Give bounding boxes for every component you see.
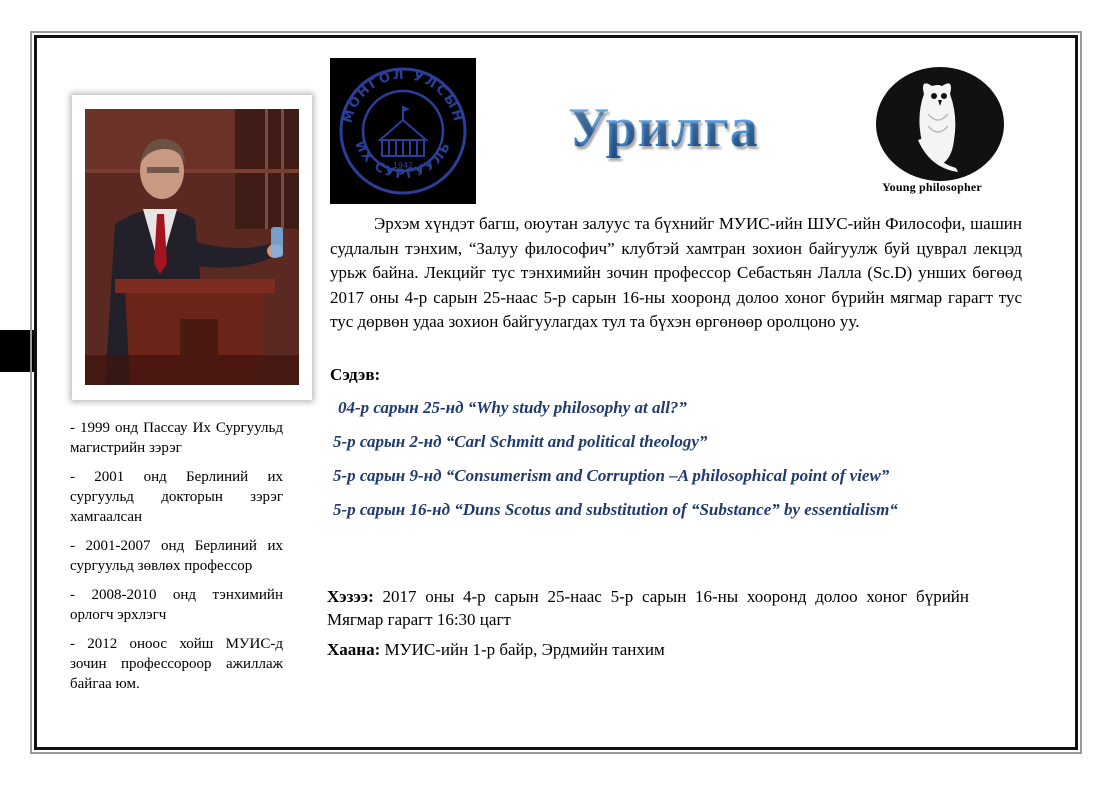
bio-item: - 2008-2010 онд тэнхимийн орлогч эрхлэгч: [70, 587, 283, 623]
event-where: [327, 640, 665, 660]
topic-item: 5-р сарын 2-нд “Carl Schmitt and political theology”: [333, 432, 708, 451]
university-logo: [330, 58, 476, 204]
page-title: Урилга: [568, 97, 759, 159]
event-when: [327, 585, 969, 631]
topics-label: Сэдэв:: [330, 365, 381, 384]
logo-top-text: МОНГОЛ УЛСЫН: [340, 67, 466, 125]
logo-bottom-text: ИХ СУРГУУЛЬ: [351, 138, 455, 183]
where-label: Хаана:: [327, 640, 381, 659]
topic-item: 5-р сарын 9-нд “Consumerism and Corruption –A philosophical point of view”: [333, 466, 890, 485]
logo-year: 1942: [392, 161, 414, 170]
bio-item: - 1999 онд Пассау Их Сургуульд магистрийн зэрэг: [70, 420, 283, 456]
topic-item: 5-р сарын 16-нд “Duns Scotus and substitution of “Substance” by essentialism“: [333, 500, 898, 519]
bio-item: - 2001 онд Берлиний их сургуульд докторын зэрэг хамгаалсан: [70, 469, 283, 525]
speaker-photo: [85, 109, 299, 385]
intro-paragraph: Эрхэм хүндэт багш, оюутан залуус та бүхнийг МУИС-ийн ШУС-ийн Философи, шашин судлалын тэнхим, “Залуу философич” клубтэй хамтран зохион байгуулж буй цуврал лекцэд урьж байна. Лекцийг тус тэнхимийн зочин профессор Себастьян Лалла (Sc.D) унших бөгөөд 2017 оны 4-р сарын 25-наас 5-р сарын 16-ны хооронд долоо хоног бүрийн мягмар гарагт тус тус дөрвөн удаа зохион байгуулагдах тул та бүхэн өргөнөөр оролцоно уу.: [330, 214, 1022, 331]
bio-item: - 2012 оноос хойш МУИС-д зочин профессороор ажиллаж байгаа юм.: [70, 636, 283, 692]
topic-item: 04-р сарын 25-нд “Why study philosophy at all?”: [338, 398, 687, 417]
bio-item: - 2001-2007 онд Берлиний их сургуульд зөвлөх профессор: [70, 538, 283, 574]
when-label: Хэзээ:: [327, 587, 374, 606]
speaker-bio: [70, 418, 283, 703]
owl-caption: Young philosopher: [882, 180, 982, 194]
when-text: 2017 оны 4-р сарын 25-наас 5-р сарын 16-ны хооронд долоо хоног бүрийн Мягмар гарагт 16:30 цагт: [327, 587, 969, 629]
where-text: МУИС-ийн 1-р байр, Эрдмийн танхим: [384, 640, 665, 659]
owl-logo: [872, 64, 1008, 182]
speaker-photo-frame: [72, 95, 312, 400]
